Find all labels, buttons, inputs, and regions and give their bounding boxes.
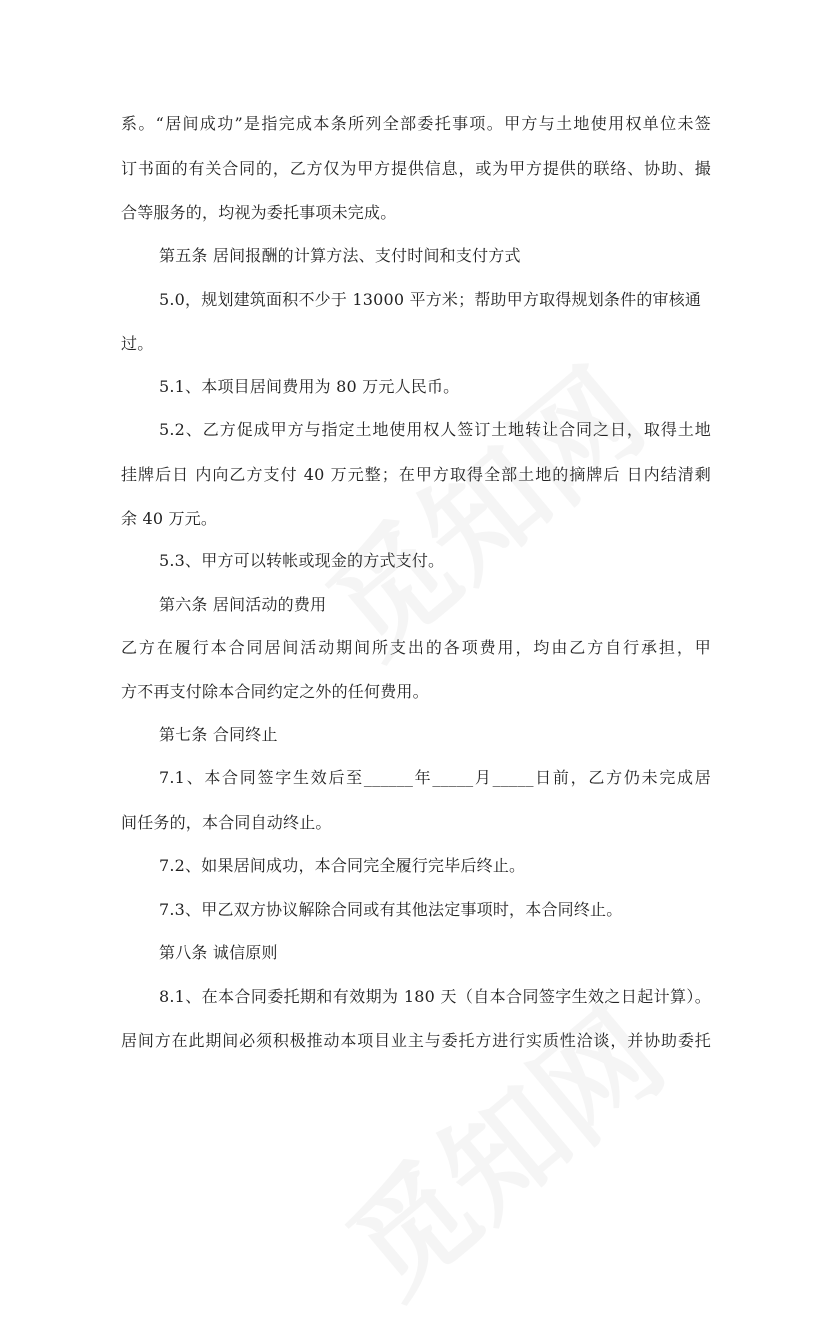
watermark bbox=[307, 964, 693, 1327]
paragraph-line: 5.1、本项目居间费用为 80 万元人民币。 bbox=[159, 377, 460, 396]
paragraph-line: 5.3、甲方可以转帐或现金的方式支付。 bbox=[159, 551, 445, 570]
paragraph-line: 余 40 万元。 bbox=[121, 509, 218, 528]
paragraph-line: 5.2、乙方促成甲方与指定土地使用权人签订土地转让合同之日，取得土地 bbox=[159, 420, 711, 439]
paragraph-line: 5.0，规划建筑面积不少于 13000 平方米；帮助甲方取得规划条件的审核通 bbox=[159, 290, 702, 309]
paragraph-line: 7.3、甲乙双方协议解除合同或有其他法定事项时，本合同终止。 bbox=[159, 900, 623, 919]
paragraph-line: 系。“居间成功”是指完成本条所列全部委托事项。甲方与土地使用权单位未签 bbox=[121, 114, 711, 133]
paragraph-line: 7.2、如果居间成功，本合同完全履行完毕后终止。 bbox=[159, 856, 526, 875]
article-heading: 第五条 居间报酬的计算方法、支付时间和支付方式 bbox=[159, 246, 521, 265]
paragraph-line: 8.1、在本合同委托期和有效期为 180 天（自本合同签字生效之日起计算）。 bbox=[159, 987, 711, 1006]
paragraph-line: 乙方在履行本合同居间活动期间所支出的各项费用，均由乙方自行承担，甲 bbox=[121, 638, 711, 657]
article-heading: 第八条 诚信原则 bbox=[159, 943, 278, 962]
paragraph-line: 订书面的有关合同的，乙方仅为甲方提供信息，或为甲方提供的联络、协助、撮 bbox=[121, 159, 711, 178]
paragraph-line: 7.1、本合同签字生效后至______年_____月_____日前，乙方仍未完成居 bbox=[159, 768, 711, 787]
article-heading: 第六条 居间活动的费用 bbox=[159, 595, 327, 614]
paragraph-line: 挂牌后日 内向乙方支付 40 万元整；在甲方取得全部土地的摘牌后 日内结清剩 bbox=[121, 465, 711, 484]
article-heading: 第七条 合同终止 bbox=[159, 725, 278, 744]
paragraph-line: 方不再支付除本合同约定之外的任何费用。 bbox=[121, 682, 429, 701]
paragraph-line: 居间方在此期间必须积极推动本项目业主与委托方进行实质性洽谈，并协助委托 bbox=[121, 1031, 711, 1050]
paragraph-line: 过。 bbox=[121, 334, 154, 353]
paragraph-line: 间任务的，本合同自动终止。 bbox=[121, 813, 332, 832]
paragraph-line: 合等服务的，均视为委托事项未完成。 bbox=[121, 203, 397, 222]
